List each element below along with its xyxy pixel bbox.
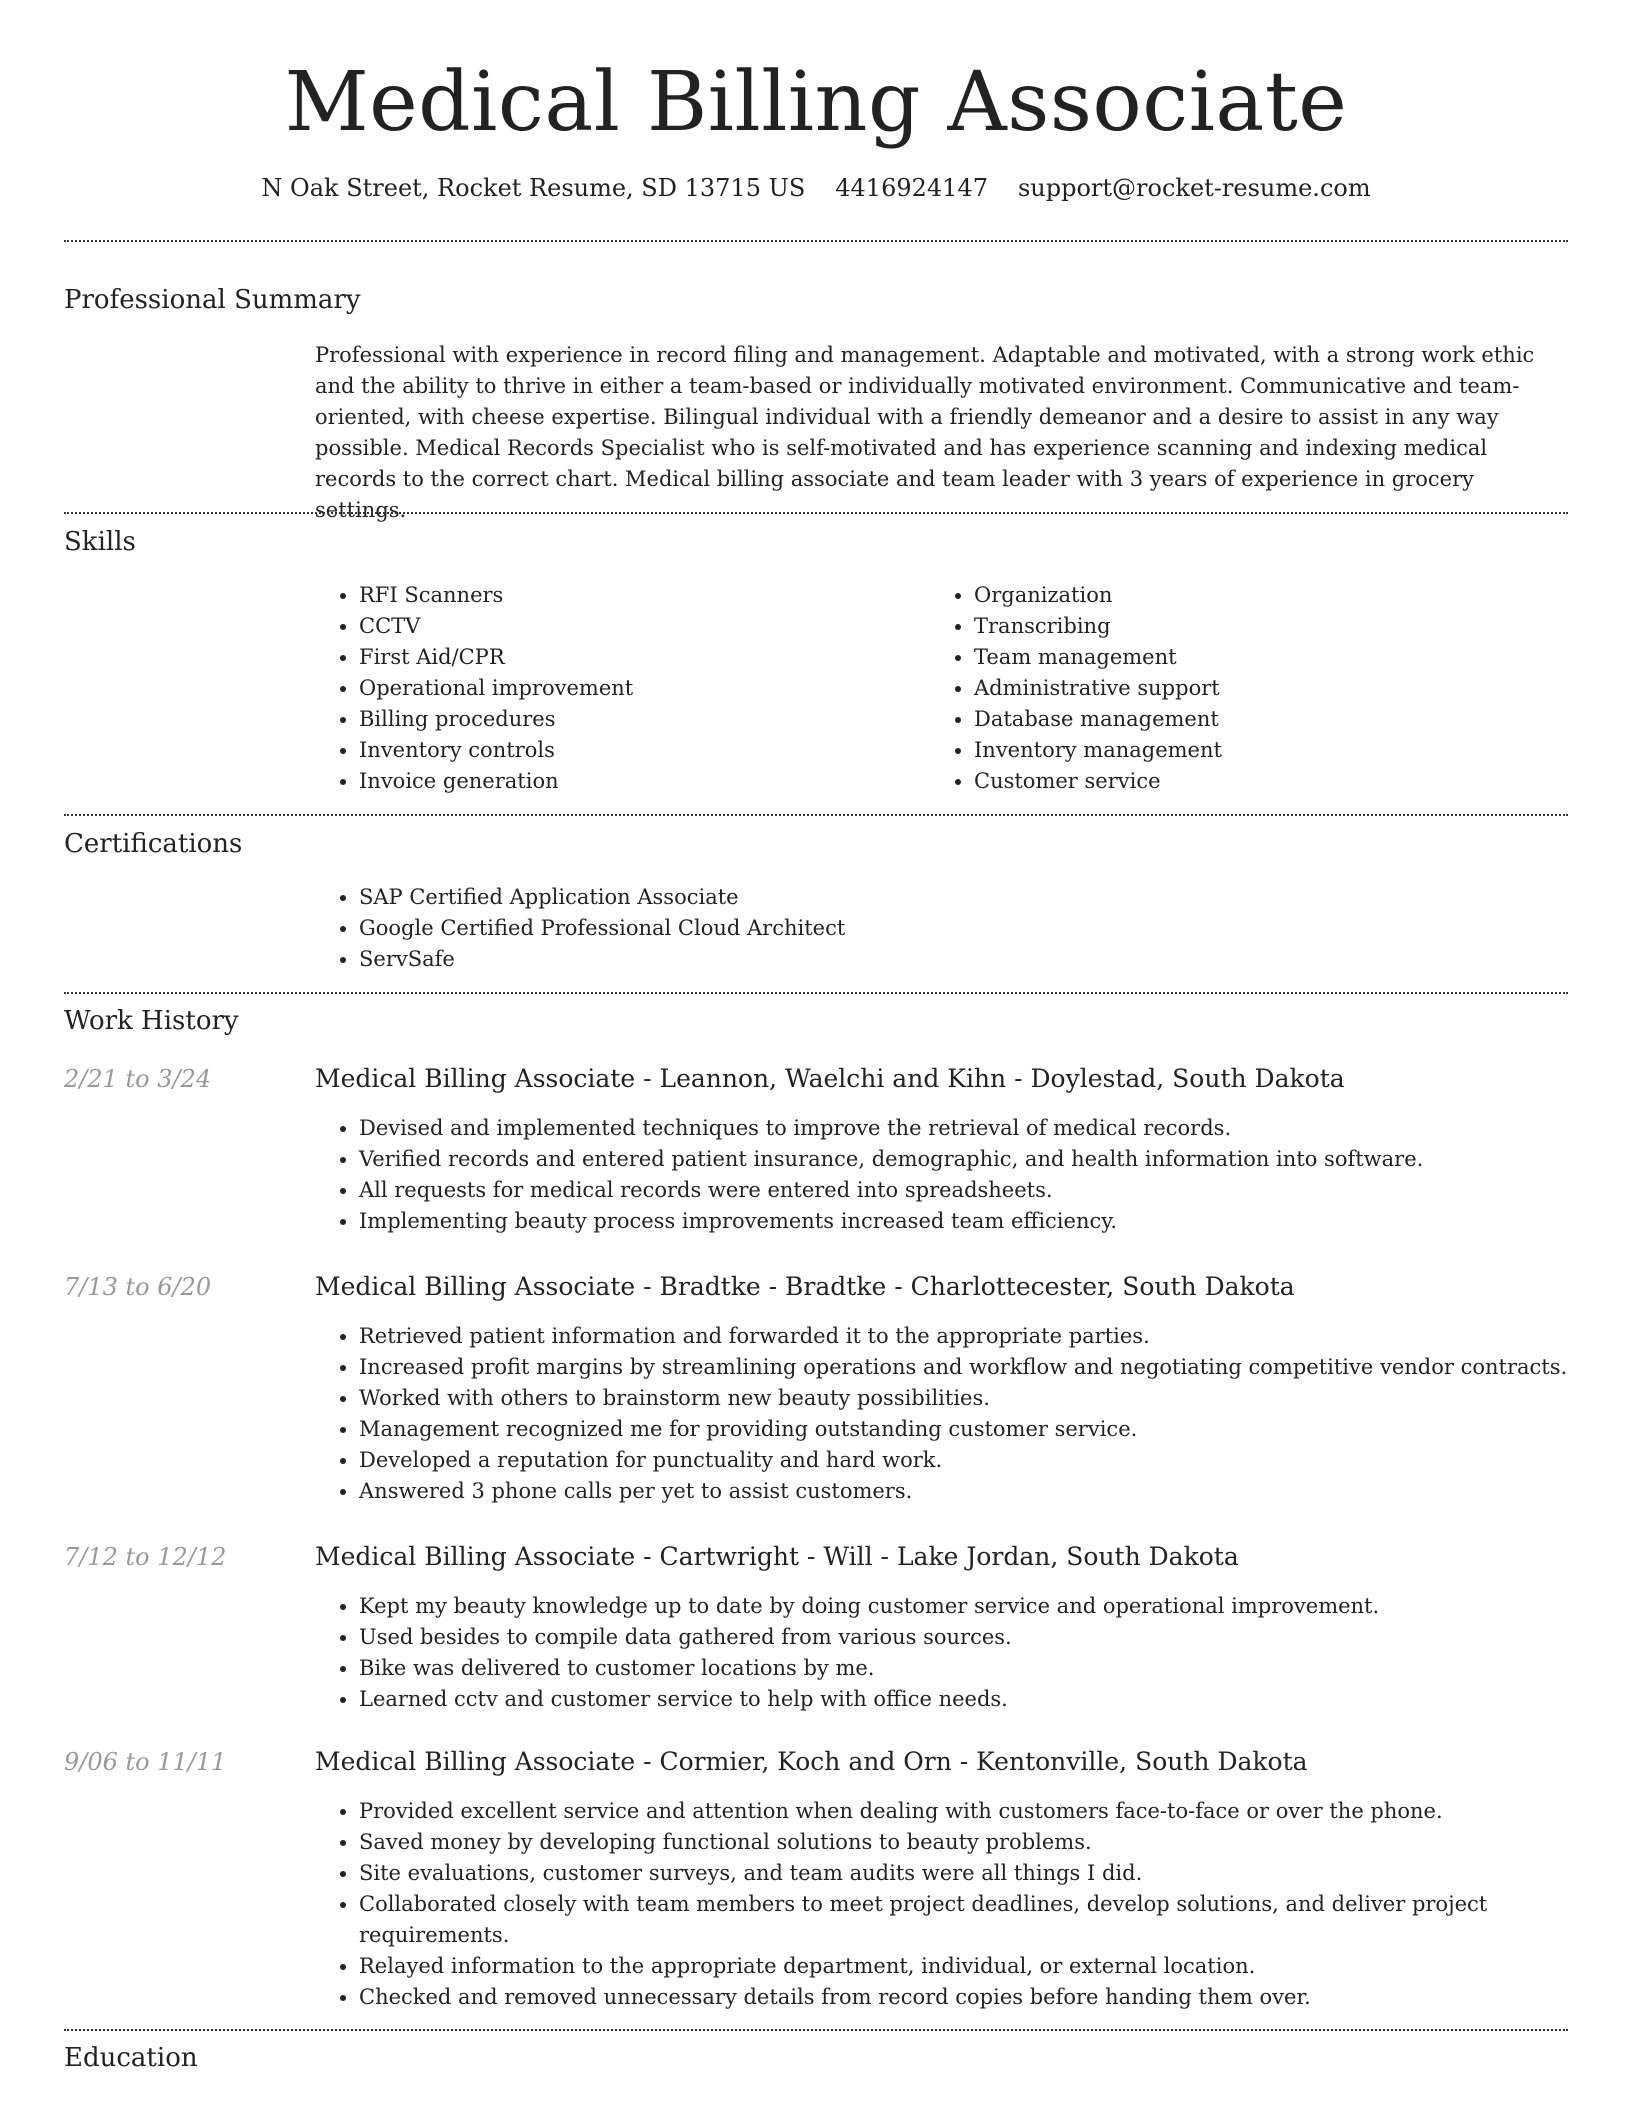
skill-item: • Billing procedures: [359, 704, 633, 735]
skill-item: • Inventory management: [974, 735, 1222, 766]
section-title-summary: Professional Summary: [64, 285, 361, 315]
job-title: Medical Billing Associate - Bradtke - Bradtke - Charlottecester, South Dakota: [315, 1272, 1295, 1301]
job-bullet: • Saved money by developing functional solutions to beauty problems.: [359, 1827, 1529, 1858]
skill-item: • RFI Scanners: [359, 580, 633, 611]
job-dates: 7/13 to 6/20: [64, 1273, 212, 1301]
job-dates: 7/12 to 12/12: [64, 1543, 227, 1571]
certification-item: • ServSafe: [359, 944, 845, 975]
job-bullet: • Developed a reputation for punctuality and hard work.: [359, 1445, 1567, 1476]
section-title-certifications: Certifications: [64, 829, 243, 859]
job-bullets: [315, 1113, 1423, 1237]
skill-item: • Invoice generation: [359, 766, 633, 797]
summary-text: Professional with experience in record filing and management. Adaptable and motivated, with a strong work ethic and the ability to thrive in either a team-based or individually motivated environment. Communicative and team-oriented, with cheese expertise. Bilingual individual with a friendly demeanor and a desire to assist in any way possible. Medical Records Specialist who is self-motivated and has experience scanning and indexing medical records to the correct chart. Medical billing associate and team leader with 3 years of experience in grocery settings.: [315, 343, 1535, 522]
skill-item: • Administrative support: [974, 673, 1222, 704]
job-bullet: • Bike was delivered to customer locations by me.: [359, 1653, 1379, 1684]
skills-list-right: [930, 580, 1222, 797]
contact-email: support@rocket-resume.com: [1017, 174, 1371, 202]
certification-item: • SAP Certified Application Associate: [359, 882, 845, 913]
job-bullet: • Verified records and entered patient insurance, demographic, and health information into software.: [359, 1144, 1423, 1175]
certification-item: • Google Certified Professional Cloud Architect: [359, 913, 845, 944]
job-bullet: • Kept my beauty knowledge up to date by doing customer service and operational improvement.: [359, 1591, 1379, 1622]
job-bullets: [315, 1321, 1567, 1507]
skill-item: • Team management: [974, 642, 1222, 673]
section-title-education: Education: [64, 2043, 198, 2073]
job-dates: 2/21 to 3/24: [64, 1065, 212, 1093]
certifications-list: [315, 882, 845, 975]
skill-item: • Database management: [974, 704, 1222, 735]
skill-item: • Inventory controls: [359, 735, 633, 766]
contact-line: [0, 170, 1632, 206]
job-bullet: • Management recognized me for providing outstanding customer service.: [359, 1414, 1567, 1445]
job-bullet: • Answered 3 phone calls per yet to assist customers.: [359, 1476, 1567, 1507]
job-title: Medical Billing Associate - Cartwright - Will - Lake Jordan, South Dakota: [315, 1542, 1239, 1571]
job-bullet: • Devised and implemented techniques to improve the retrieval of medical records.: [359, 1113, 1423, 1144]
skill-item: • First Aid/CPR: [359, 642, 633, 673]
skills-list-left: [315, 580, 633, 797]
job-bullet: • Site evaluations, customer surveys, and team audits were all things I did.: [359, 1858, 1529, 1889]
job-bullets: [315, 1796, 1529, 2013]
job-bullet: • All requests for medical records were entered into spreadsheets.: [359, 1175, 1423, 1206]
skill-item: • Organization: [974, 580, 1222, 611]
skill-item: • Transcribing: [974, 611, 1222, 642]
job-bullet: • Used besides to compile data gathered from various sources.: [359, 1622, 1379, 1653]
resume-name: Medical Billing Associate: [284, 55, 1348, 150]
section-title-skills: Skills: [64, 527, 136, 557]
job-bullet: • Retrieved patient information and forwarded it to the appropriate parties.: [359, 1321, 1567, 1352]
job-title: Medical Billing Associate - Cormier, Koch and Orn - Kentonville, South Dakota: [315, 1747, 1308, 1776]
job-bullet: • Relayed information to the appropriate department, individual, or external location.: [359, 1951, 1529, 1982]
job-bullet: • Implementing beauty process improvements increased team efficiency.: [359, 1206, 1423, 1237]
skill-item: • Customer service: [974, 766, 1222, 797]
job-title: Medical Billing Associate - Leannon, Waelchi and Kihn - Doylestad, South Dakota: [315, 1064, 1345, 1093]
skill-item: • Operational improvement: [359, 673, 633, 704]
divider: [64, 2029, 1568, 2031]
job-bullets: [315, 1591, 1379, 1715]
divider: [64, 814, 1568, 816]
skill-item: • CCTV: [359, 611, 633, 642]
contact-address: N Oak Street, Rocket Resume, SD 13715 US: [261, 174, 806, 202]
divider: [64, 512, 1568, 514]
job-bullet: • Increased profit margins by streamlining operations and workflow and negotiating competitive vendor contracts.: [359, 1352, 1567, 1383]
job-bullet: • Learned cctv and customer service to help with office needs.: [359, 1684, 1379, 1715]
divider: [64, 240, 1568, 242]
section-title-work-history: Work History: [64, 1006, 239, 1036]
job-bullet: • Collaborated closely with team members to meet project deadlines, develop solutions, and deliver project requirements.: [359, 1889, 1529, 1951]
job-bullet: • Provided excellent service and attention when dealing with customers face-to-face or over the phone.: [359, 1796, 1529, 1827]
job-bullet: • Worked with others to brainstorm new beauty possibilities.: [359, 1383, 1567, 1414]
job-bullet: • Checked and removed unnecessary details from record copies before handing them over.: [359, 1982, 1529, 2013]
contact-phone: 4416924147: [835, 174, 988, 202]
job-dates: 9/06 to 11/11: [64, 1748, 227, 1776]
divider: [64, 992, 1568, 994]
